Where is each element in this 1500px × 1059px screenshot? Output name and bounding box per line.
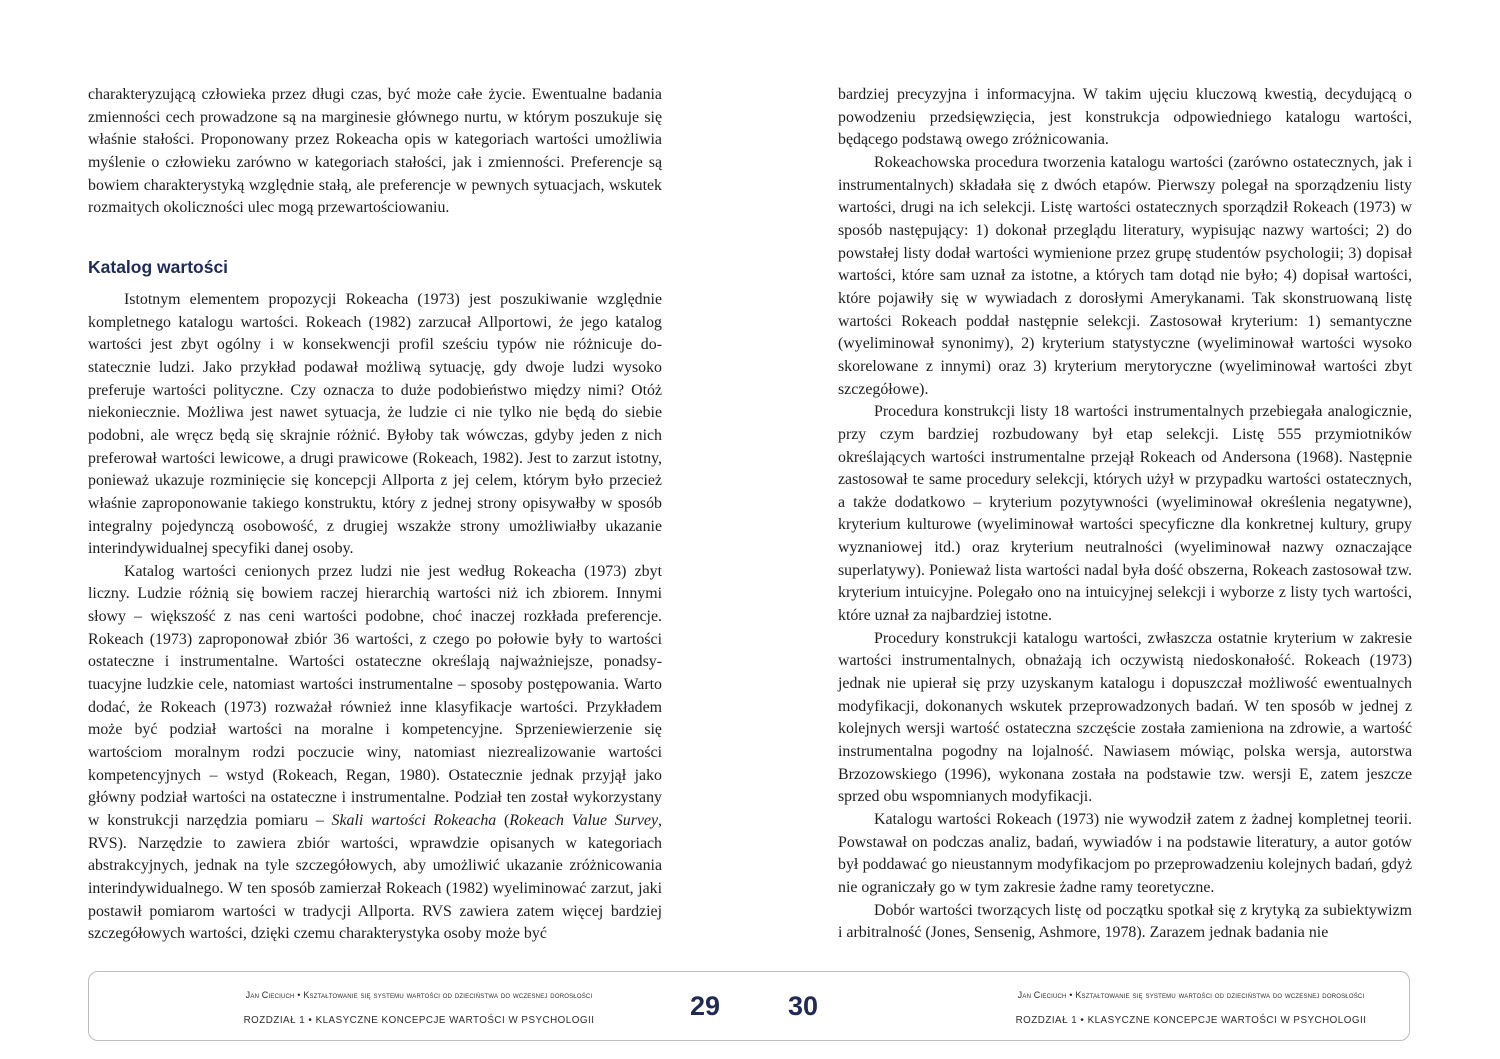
paragraph — [88, 561, 662, 946]
footer-chapter-right: ROZDZIAŁ 1 • KLASYCZNE KONCEPCJE WARTOŚCI W PSYCHOLOGII — [1015, 1015, 1367, 1026]
paragraph: bardziej precyzyjna i informacyjna. W takim ujęciu kluczową kwestią, decydującą o powodzeniu przedsięwzięcia, jest konstrukcja odpowiedniego katalogu wartości, będącego podstawą owego zróżnicowania. — [838, 86, 1412, 149]
paragraph: Procedura konstrukcji listy 18 wartości instrumentalnych przebiegała analogicznie, przy czym bardziej rozbudowany był etap selekcji. Listę 555 przymiotników określających wartości instrumentalne przejął Rokeach od Andersona (1968). Następnie zastosował te same procedury selekcji, których użył w przypadku wartości ostatecznych, a także dodatkowo – kryterium pozytywności (wyeliminował określenia negatywne), kryterium kulturowe (wyeliminował wartości specyficzne dla konkretnej kultury, grupy wyznaniowej itd.) oraz kryterium neutralności (wyeliminował nazwy oznaczające superlatywy). Ponieważ lista wartości nadal była dość obszerna, Rokeach zastosował tzw. kryterium intuicyjne. Polegało ono na intuicyjnej selekcji i wyborze z listy tych wartości, które uznał za najbardziej istotne. — [838, 403, 1412, 625]
paragraph: Rokeachowska procedura tworzenia katalogu wartości (zarówno ostatecznych, jak i instrumentalnych) składała się z dwóch etapów. Pierwszy polegał na sporządzeniu listy wartości, drugi na ich selekcji. Listę wartości ostatecznych sporządził Rokeach (1973) w sposób następujący: 1) dokonał przeglądu literatury, wypisując nazwy wartości; 2) do powstałej listy dodał wartości wymienione przez grupę studentów psychologii; 3) dopisał wartości, które sam uznał za istotne, a których tam dotąd nie było; 4) dopisał wartości, które pojawiły się w wywiadach z dorosłymi Amerykanami. Tak skonstruowaną listę wartości Rokeach poddał następnie selekcji. Zastosował kryterium: 1) semantyczne (wyeliminował synonimy), 2) kryterium statystyczne (wyeliminował wartości wysoko skorelowane z innymi) oraz 3) kryterium merytoryczne (wyeliminował wartości zbyt szczegółowe). — [838, 153, 1412, 398]
page-number-right: 30 — [787, 991, 819, 1021]
paragraph: Dobór wartości tworzących listę od początku spotkał się z krytyką za subiektywizm i arbitralność (Jones, Sensenig, Ashmore, 1978). Zarazem jednak badania nie — [838, 901, 1412, 942]
paragraph: Istotnym elementem propozycji Rokeacha (1973) jest poszukiwanie względnie kompletnego katalogu wartości. Rokeach (1982) zarzucał Allportowi, że jego katalog wartości jest zbyt ogólny i w konsekwencji profil sześciu typów nie różnicuje dostatecznie ludzi. Jako przykład podawał możliwą sytuację, gdy dwoje ludzi wysoko preferuje wartości polityczne. Czy oznacza to duże podobieństwo między nimi? Otóż niekoniecznie. Możliwa jest nawet sytuacja, że ludzie ci nie tylko nie będą do siebie podobni, ale wręcz będą się skrajnie różnić. Byłoby tak wówczas, gdyby jeden z nich preferował wartości lewicowe, a drugi prawicowe (Rokeach, 1982). Jest to zarzut istotny, ponieważ ukazuje rozminięcie się koncepcji Allporta z jej celem, którym było przecież właśnie zaproponowanie takiego konstruktu, który z jednej strony opisywałby w sposób integralny pojedynczą osobowość, z drugiej wszakże strony umożliwiałby ukazanie interindywidualnej specyfiki danej osoby. — [88, 290, 662, 558]
paragraph-text: Katalog wartości cenionych przez ludzi nie jest według Rokeacha (1973) zbyt liczny. Ludzie różnią się bowiem raczej hierarchią wartości niż ich zbiorem. Innymi słowy – większość z nas ceni wartości podobne, choć inaczej rozkłada preferencje. Rokeach (1973) zaproponował zbiór 36 wartości, z czego po połowie były to wartości ostateczne i instrumentalne. Wartości ostateczne określają najważniejsze, ponadsytuacyjne ludzkie cele, natomiast wartości instrumentalne – sposoby postępowania. Warto dodać, że Rokeach (1973) rozważał również inne klasyfikacje wartości. Przykładem może być podział wartości na moralne i kompetencyjne. Sprzeniewierzenie się wartościom moralnym rodzi poczucie winy, natomiast niezrealizowanie wartości kompetencyjnych – wstyd (Rokeach, Regan, 1980). Ostatecznie jednak przyjął jako główny podział wartości na ostateczne i instrumentalne. Podział ten został wykorzystany w konstrukcji narzędzia pomiaru – — [88, 562, 662, 830]
page-footer — [88, 971, 1410, 1041]
paragraph: charakteryzującą człowieka przez długi czas, być może całe życie. Ewentualne badania zmienności cech prowadzone są na marginesie głównego nurtu, w którym poszukuje się właśnie stałości. Proponowany przez Rokeacha opis w kategoriach wartości umożliwia myślenie o człowieku zarówno w kategoriach stałości, jak i zmienności. Preferencje są bowiem charakterystyką względnie stałą, ale preferencje w pewnych sytuacjach, wskutek rozmaitych okoliczności ulec mogą przewartościowaniu. — [88, 86, 662, 217]
italic-title: Rokeach Value Survey — [509, 812, 659, 830]
paragraph: Procedury konstrukcji katalogu wartości, zwłaszcza ostatnie kryterium w zakresie wartości instrumentalnych, obnażają ich oczywistą niedoskonałość. Rokeach (1973) jednak nie upierał się przy uzyskanym katalogu i dopuszczał możliwość ewentualnych modyfikacji, dokonanych wskutek przeprowadzonych badań. W ten sposób w jednej z kolejnych wersji wartość ostateczna szczęście została zamieniona na zdrowie, a wartość instrumentalna pogodny na lojalność. Nawiasem mówiąc, polska wersja, autorstwa Brzozowskiego (1996), wykonana została na podstawie tzw. wersji E, zatem jeszcze sprzed obu wspomnianych modyfikacji. — [838, 629, 1412, 806]
footer-chapter-left: ROZDZIAŁ 1 • KLASYCZNE KONCEPCJE WARTOŚCI W PSYCHOLOGII — [243, 1015, 595, 1026]
paragraph: Katalogu wartości Rokeach (1973) nie wywodził zatem z żadnej kompletnej teorii. Powstawał on podczas analiz, badań, wywiadów i na podstawie literatury, a autor gotów był poddawać go nieustannym modyfikacjom po przeprowadzeniu kolejnych badań, gdyż nie ograniczały go w tym zakresie żadne ramy teoretyczne. — [838, 811, 1412, 896]
paragraph-text: , RVS). Narzędzie to zawiera zbiór wartości, wprawdzie opisanych w kategoriach abstrakcyjnych, jednak na tyle szczegółowych, aby umożliwić ukazanie zróżnicowania interindywidualnego. W ten sposób zamierzał Rokeach (1982) wyeliminować zarzut, jaki postawił pomiarom wartości w tradycji Allporta. RVS zawiera zatem więcej bardziej szczegółowych wartości, dzięki czemu charakterystyka osoby może być — [88, 812, 663, 943]
italic-title: Skali wartości Rokeacha — [331, 812, 497, 830]
page-number-left: 29 — [689, 991, 721, 1021]
section-heading: Katalog wartości — [88, 256, 229, 277]
left-page-text — [88, 84, 662, 946]
footer-author-title-left: Jan Cieciuch • Kształtowanie się systemu wartości od dzieciństwa do wczesnej dorosłości — [245, 990, 593, 1000]
paragraph-text: ( — [496, 812, 510, 830]
right-page-text — [838, 84, 1412, 945]
footer-author-title-right: Jan Cieciuch • Kształtowanie się systemu wartości od dzieciństwa do wczesnej dorosłości — [1017, 990, 1365, 1000]
